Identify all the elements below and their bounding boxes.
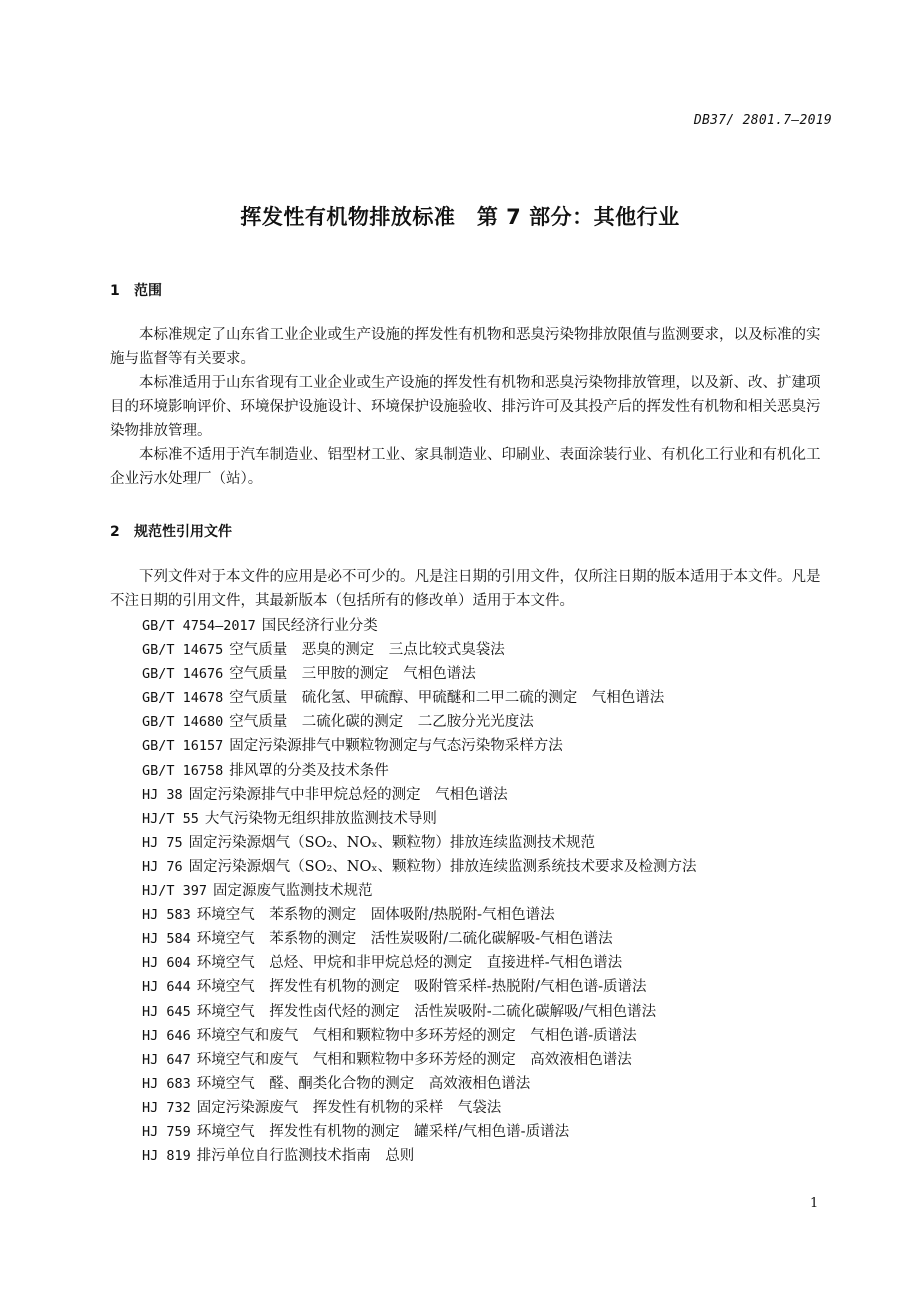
reference-item <box>142 1000 842 1024</box>
reference-title: 空气质量 恶臭的测定 三点比较式臭袋法 <box>229 642 505 659</box>
scope-paragraph-2: 本标准适用于山东省现有工业企业或生产设施的挥发性有机物和恶臭污染物排放管理，以及新、改、扩建项目的环境影响评价、环境保护设施设计、环境保护设施验收、排污许可及其投产后的挥发性有机物和相关恶臭污染物排放管理。 <box>110 375 821 439</box>
reference-item <box>142 1120 842 1144</box>
reference-code: HJ 759 <box>142 1123 191 1140</box>
scope-paragraph-3: 本标准不适用于汽车制造业、铝型材工业、家具制造业、印刷业、表面涂装行业、有机化工行业和有机化工企业污水处理厂（站）。 <box>110 447 821 487</box>
page-number: 1 <box>810 1196 819 1211</box>
reference-item <box>142 831 842 855</box>
document-title: 挥发性有机物排放标准 第 7 部分：其他行业 <box>240 205 680 229</box>
reference-code: HJ 819 <box>142 1148 191 1165</box>
reference-code: HJ/T 55 <box>142 810 199 827</box>
reference-code: HJ 583 <box>142 907 191 924</box>
reference-title: 固定污染源废气 挥发性有机物的采样 气袋法 <box>196 1099 502 1116</box>
reference-title: 固定污染源排气中颗粒物测定与气态污染物采样方法 <box>229 738 563 755</box>
reference-code: HJ 732 <box>142 1099 191 1116</box>
reference-title: 环境空气 挥发性有机物的测定 吸附管采样-热脱附/气相色谱-质谱法 <box>196 979 647 996</box>
reference-item <box>142 975 842 999</box>
section-number: 2 <box>110 524 120 540</box>
reference-item <box>142 1024 842 1048</box>
reference-title: 环境空气 挥发性卤代烃的测定 活性炭吸附-二硫化碳解吸/气相色谱法 <box>196 1003 657 1020</box>
section-2-heading <box>110 521 232 541</box>
reference-item <box>142 734 842 758</box>
reference-item <box>142 855 842 879</box>
reference-item <box>142 1144 842 1168</box>
reference-title: 环境空气和废气 气相和颗粒物中多环芳烃的测定 高效液相色谱法 <box>196 1051 632 1068</box>
section-title: 规范性引用文件 <box>134 524 232 540</box>
section-title: 范围 <box>134 283 162 299</box>
reference-code: HJ 38 <box>142 786 183 803</box>
reference-code: HJ 683 <box>142 1075 191 1092</box>
reference-title: 环境空气 挥发性有机物的测定 罐采样/气相色谱-质谱法 <box>196 1123 570 1140</box>
reference-title: 环境空气和废气 气相和颗粒物中多环芳烃的测定 气相色谱-质谱法 <box>196 1027 637 1044</box>
reference-item <box>142 1096 842 1120</box>
reference-item <box>142 783 842 807</box>
reference-item <box>142 686 842 710</box>
reference-code: HJ 647 <box>142 1051 191 1068</box>
reference-code: GB/T 14676 <box>142 666 224 683</box>
reference-item <box>142 1048 842 1072</box>
section-1-heading <box>110 280 162 300</box>
reference-code: HJ/T 397 <box>142 883 208 900</box>
reference-code: GB/T 14678 <box>142 690 224 707</box>
reference-code: HJ 75 <box>142 834 183 851</box>
scope-paragraph-1: 本标准规定了山东省工业企业或生产设施的挥发性有机物和恶臭污染物排放限值与监测要求，以及标准的实施与监督等有关要求。 <box>110 327 821 367</box>
reference-title: 国民经济行业分类 <box>261 618 378 634</box>
reference-code: HJ 604 <box>142 955 191 972</box>
reference-code: HJ 76 <box>142 858 183 875</box>
reference-code: GB/T 16157 <box>142 738 224 755</box>
reference-title: 空气质量 硫化氢、甲硫醇、甲硫醚和二甲二硫的测定 气相色谱法 <box>229 690 665 707</box>
reference-list <box>142 614 842 1168</box>
reference-title: 固定源废气监测技术规范 <box>213 883 373 900</box>
reference-item <box>142 951 842 975</box>
reference-item <box>142 710 842 734</box>
reference-item <box>142 927 842 951</box>
reference-code: HJ 645 <box>142 1003 191 1020</box>
reference-title: 固定污染源烟气（SO₂、NOₓ、颗粒物）排放连续监测系统技术要求及检测方法 <box>188 858 697 875</box>
reference-title: 排污单位自行监测技术指南 总则 <box>196 1148 415 1165</box>
reference-title: 环境空气 苯系物的测定 活性炭吸附/二硫化碳解吸-气相色谱法 <box>196 931 613 948</box>
references-intro-paragraph: 下列文件对于本文件的应用是必不可少的。凡是注日期的引用文件，仅所注日期的版本适用于本文件。凡是不注日期的引用文件，其最新版本（包括所有的修改单）适用于本文件。 <box>110 569 821 609</box>
reference-code: GB/T 14680 <box>142 714 224 731</box>
reference-code: HJ 644 <box>142 979 191 996</box>
reference-item <box>142 1072 842 1096</box>
section-number: 1 <box>110 283 120 299</box>
reference-item <box>142 879 842 903</box>
reference-title: 空气质量 三甲胺的测定 气相色谱法 <box>229 666 476 683</box>
reference-title: 固定污染源排气中非甲烷总烃的测定 气相色谱法 <box>188 786 508 803</box>
reference-title: 环境空气 总烃、甲烷和非甲烷总烃的测定 直接进样-气相色谱法 <box>196 955 623 972</box>
reference-item <box>142 614 842 638</box>
reference-title: 固定污染源烟气（SO₂、NOₓ、颗粒物）排放连续监测技术规范 <box>188 834 595 851</box>
reference-code: HJ 646 <box>142 1027 191 1044</box>
reference-code: GB/T 16758 <box>142 762 224 779</box>
reference-item <box>142 662 842 686</box>
reference-item <box>142 638 842 662</box>
reference-title: 环境空气 苯系物的测定 固体吸附/热脱附-气相色谱法 <box>196 907 555 924</box>
reference-title: 环境空气 醛、酮类化合物的测定 高效液相色谱法 <box>196 1075 531 1092</box>
reference-code: GB/T 14675 <box>142 642 224 659</box>
reference-title: 排风罩的分类及技术条件 <box>229 762 389 779</box>
reference-title: 空气质量 二硫化碳的测定 二乙胺分光光度法 <box>229 714 534 731</box>
reference-item <box>142 759 842 783</box>
standard-code: DB37/ 2801.7—2019 <box>693 113 832 128</box>
reference-title: 大气污染物无组织排放监测技术导则 <box>204 810 437 827</box>
reference-code: GB/T 4754—2017 <box>142 618 256 634</box>
reference-code: HJ 584 <box>142 931 191 948</box>
reference-item <box>142 807 842 831</box>
reference-item <box>142 903 842 927</box>
